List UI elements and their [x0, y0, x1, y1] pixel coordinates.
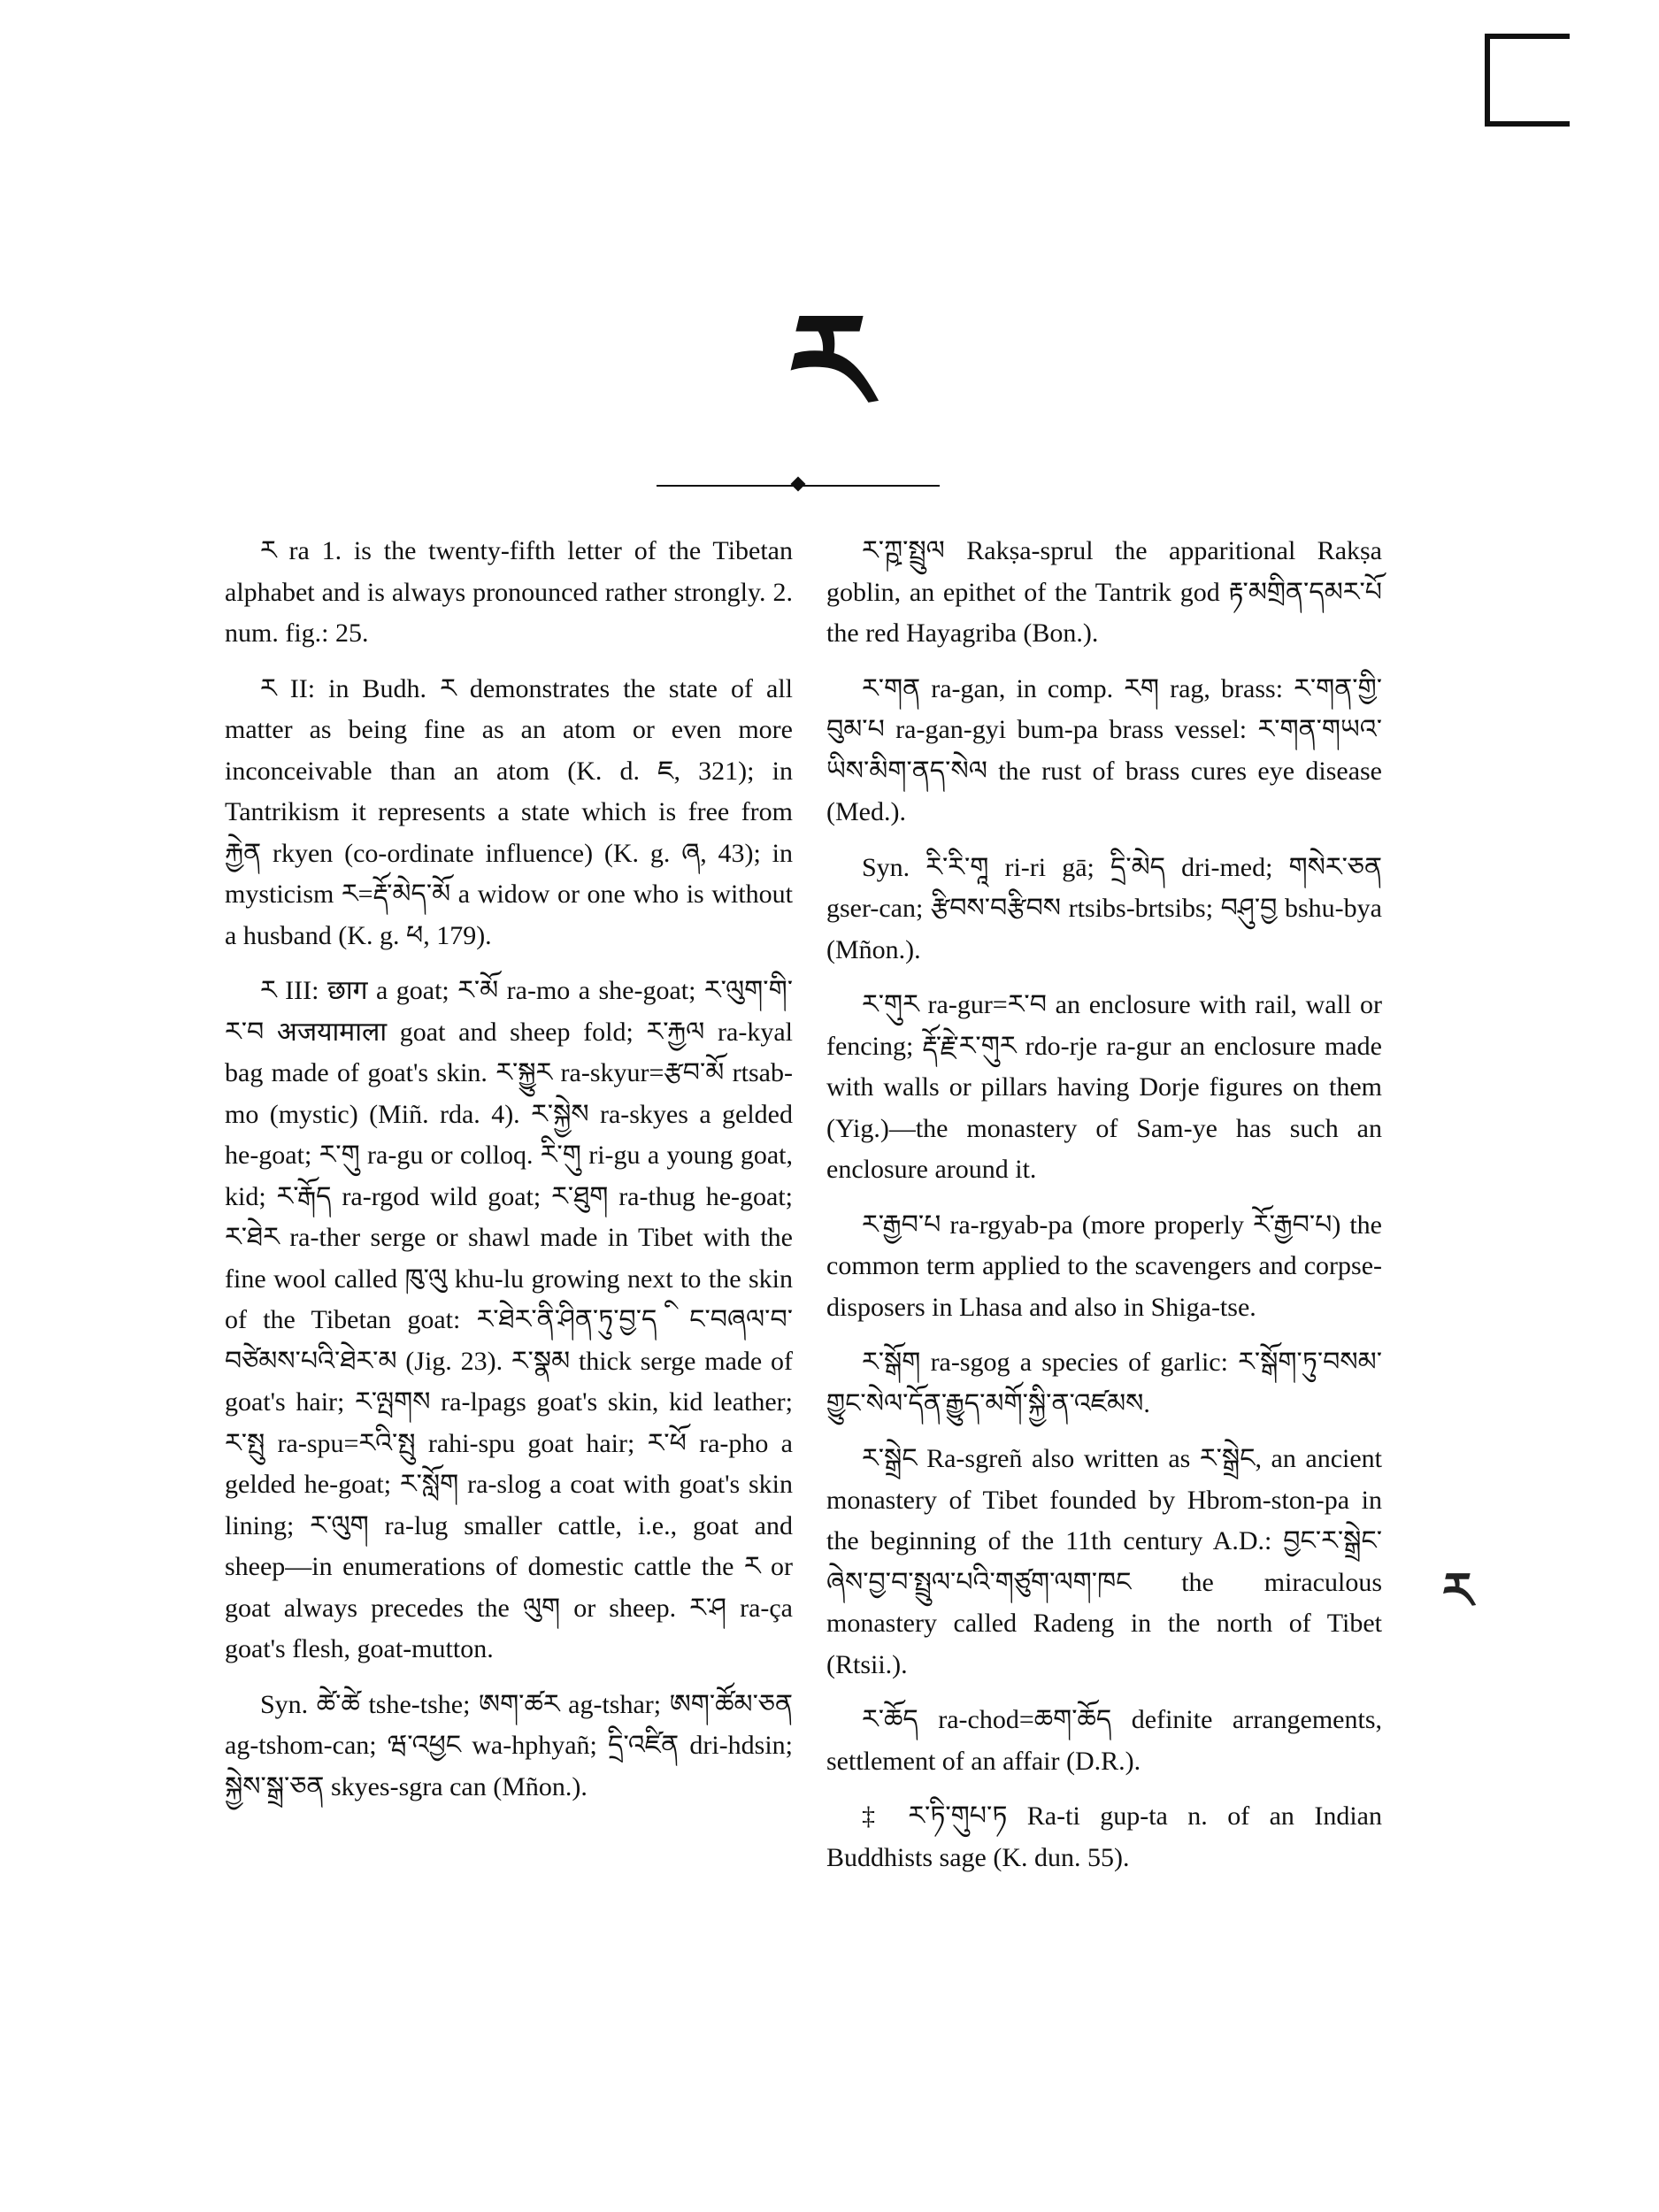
- page-headword: ར: [787, 286, 872, 440]
- right-column: [826, 531, 1382, 1893]
- entry-ra-sgren: ར་སྒྲེང Ra-sgreñ also written as ར་སྒྲེང, an ancient monastery of Tibet founded by Hbrom-ston-pa in the beginning of the 11th century A.D.: བྱང་ར་སྒྲེང་ཞེས་བྱ་བ་སྤྲུལ་པའི་གཙུག་ལག་ཁང the miraculous monastery called Radeng in the north of Tibet (Rtsii.).: [826, 1444, 1382, 1679]
- entry-ra-gur: ར་གུར ra-gur=ར་བ an enclosure with rail, wall or fencing; རྡོ་རྗེ་ར་གུར rdo-rje ra-gur an enclosure made with walls or pillars having Dorje figures on them (Yig.)—the monastery of Sam-ye has such an enclosure around it.: [826, 990, 1382, 1184]
- entry-ra-chod: ར་ཆོད ra-chod=ཆག་ཆོད definite arrangements, settlement of an affair (D.R.).: [826, 1705, 1382, 1776]
- entry-ra-sgog: ར་སྒོག ra-sgog a species of garlic: ར་སྒོག་ཏུ་བསམ་གྱུང་སེལ་དོན་རྒྱུད་མགོ་སྐྱི་ན་འཛམས.: [826, 1348, 1382, 1418]
- entry-ra-1: ར ra 1. is the twenty-fifth letter of the Tibetan alphabet and is always pronounced rather strongly. 2. num. fig.: 25.: [225, 536, 793, 648]
- side-index-mark: ར: [1442, 1563, 1471, 1620]
- entry-ra-synonyms: Syn. ཚེ་ཚེ tshe-tshe; ཨག་ཚར ag-tshar; ཨག་ཚོམ་ཅན ag-tshom-can; ཝ་འཕྱང wa-hphyañ; དྲི་འཛིན dri-hdsin; སྐྱེས་སྒྲ་ཅན skyes-sgra can (Mñon.).: [225, 1689, 793, 1801]
- left-column: [225, 531, 793, 1822]
- entry-ra-rgyab-pa: ར་རྒྱབ་པ ra-rgyab-pa (more properly རོ་རྒྱབ་པ) the common term applied to the scavengers and corpse-disposers in Lhasa and also in Shiga-tse.: [826, 1210, 1382, 1322]
- rule-diamond-ornament: [791, 477, 806, 492]
- entry-ra-gan-synonyms: Syn. རི་རི་གཱ ri-ri gā; དྲི་མེད dri-med; གསེར་ཅན gser-can; རྩིབས་བརྩིབས rtsibs-brtsibs; བཤུ་བྱ bshu-bya (Mñon.).: [826, 852, 1382, 964]
- thumb-index-tab: [1485, 34, 1570, 127]
- entry-ra-2: ར II: in Budh. ར demonstrates the state of all matter as being fine as an atom or even more inconceivable than an atom (K. d. ཇ, 321); in Tantrikism it represents a state which is free from རྐྱེན rkyen (co-ordinate influence) (K. g. ཞ, 43); in mysticism ར=རྡོ་མེད་མོ a widow or one who is without a husband (K. g. ཕ, 179).: [225, 673, 793, 950]
- entry-ra-ti-gupta: ‡ ར་ཏི་གུཔ་ཏ Ra-ti gup-ta n. of an Indian Buddhists sage (K. dun. 55).: [826, 1801, 1382, 1872]
- entry-raksa-sprul: ར་ཀྵ་སྤྲུལ Rakṣa-sprul the apparitional Rakṣa goblin, an epithet of the Tantrik god རྟ་མགྲིན་དམར་པོ the red Hayagriba (Bon.).: [826, 536, 1382, 648]
- entry-ra-3: ར III: छाग a goat; ར་མོ ra-mo a she-goat; ར་ལུག་གི་ར་བ अजयामाला goat and sheep fold; ར་རྐྱལ ra-kyal bag made of goat's skin. ར་སྐྱུར ra-skyur=རྩབ་མོ rtsab-mo (mystic) (Miñ. rda. 4). ར་སྐྱེས ra-skyes a gelded he-goat; ར་གུ ra-gu or colloq. རི་གུ ri-gu a young goat, kid; ར་རྒོད ra-rgod wild goat; ར་ཐུག ra-thug he-goat; ར་ཐེར ra-ther serge or shawl made in Tibet with the fine wool called ཁུ་ལུ khu-lu growing next to the skin of the Tibetan goat: ར་ཐེར་ནི་ཤིན་ཏུ་བྱ་ད ི ང་བཞལ་བ་བཙེམས་པའི་ཐེར་མ (Jig. 23). ར་སྣམ thick serge made of goat's hair; ར་ལྤགས ra-lpags goat's skin, kid leather; ར་སྤུ ra-spu=རའི་སྤུ rahi-spu goat hair; ར་ཕོ ra-pho a gelded he-goat; ར་སློག ra-slog a coat with goat's skin lining; ར་ལུག ra-lug smaller cattle, i.e., goat and sheep—in enumerations of domestic cattle the ར or goat always precedes the ལུག or sheep. ར་ཤ ra-ça goat's flesh, goat-mutton.: [225, 976, 793, 1663]
- entry-ra-gan: ར་གན ra-gan, in comp. རག rag, brass: ར་གན་གྱི་བུམ་པ ra-gan-gyi bum-pa brass vessel: ར་གན་གཡའ་ཡིས་མིག་ནད་སེལ the rust of brass cures eye disease (Med.).: [826, 673, 1382, 826]
